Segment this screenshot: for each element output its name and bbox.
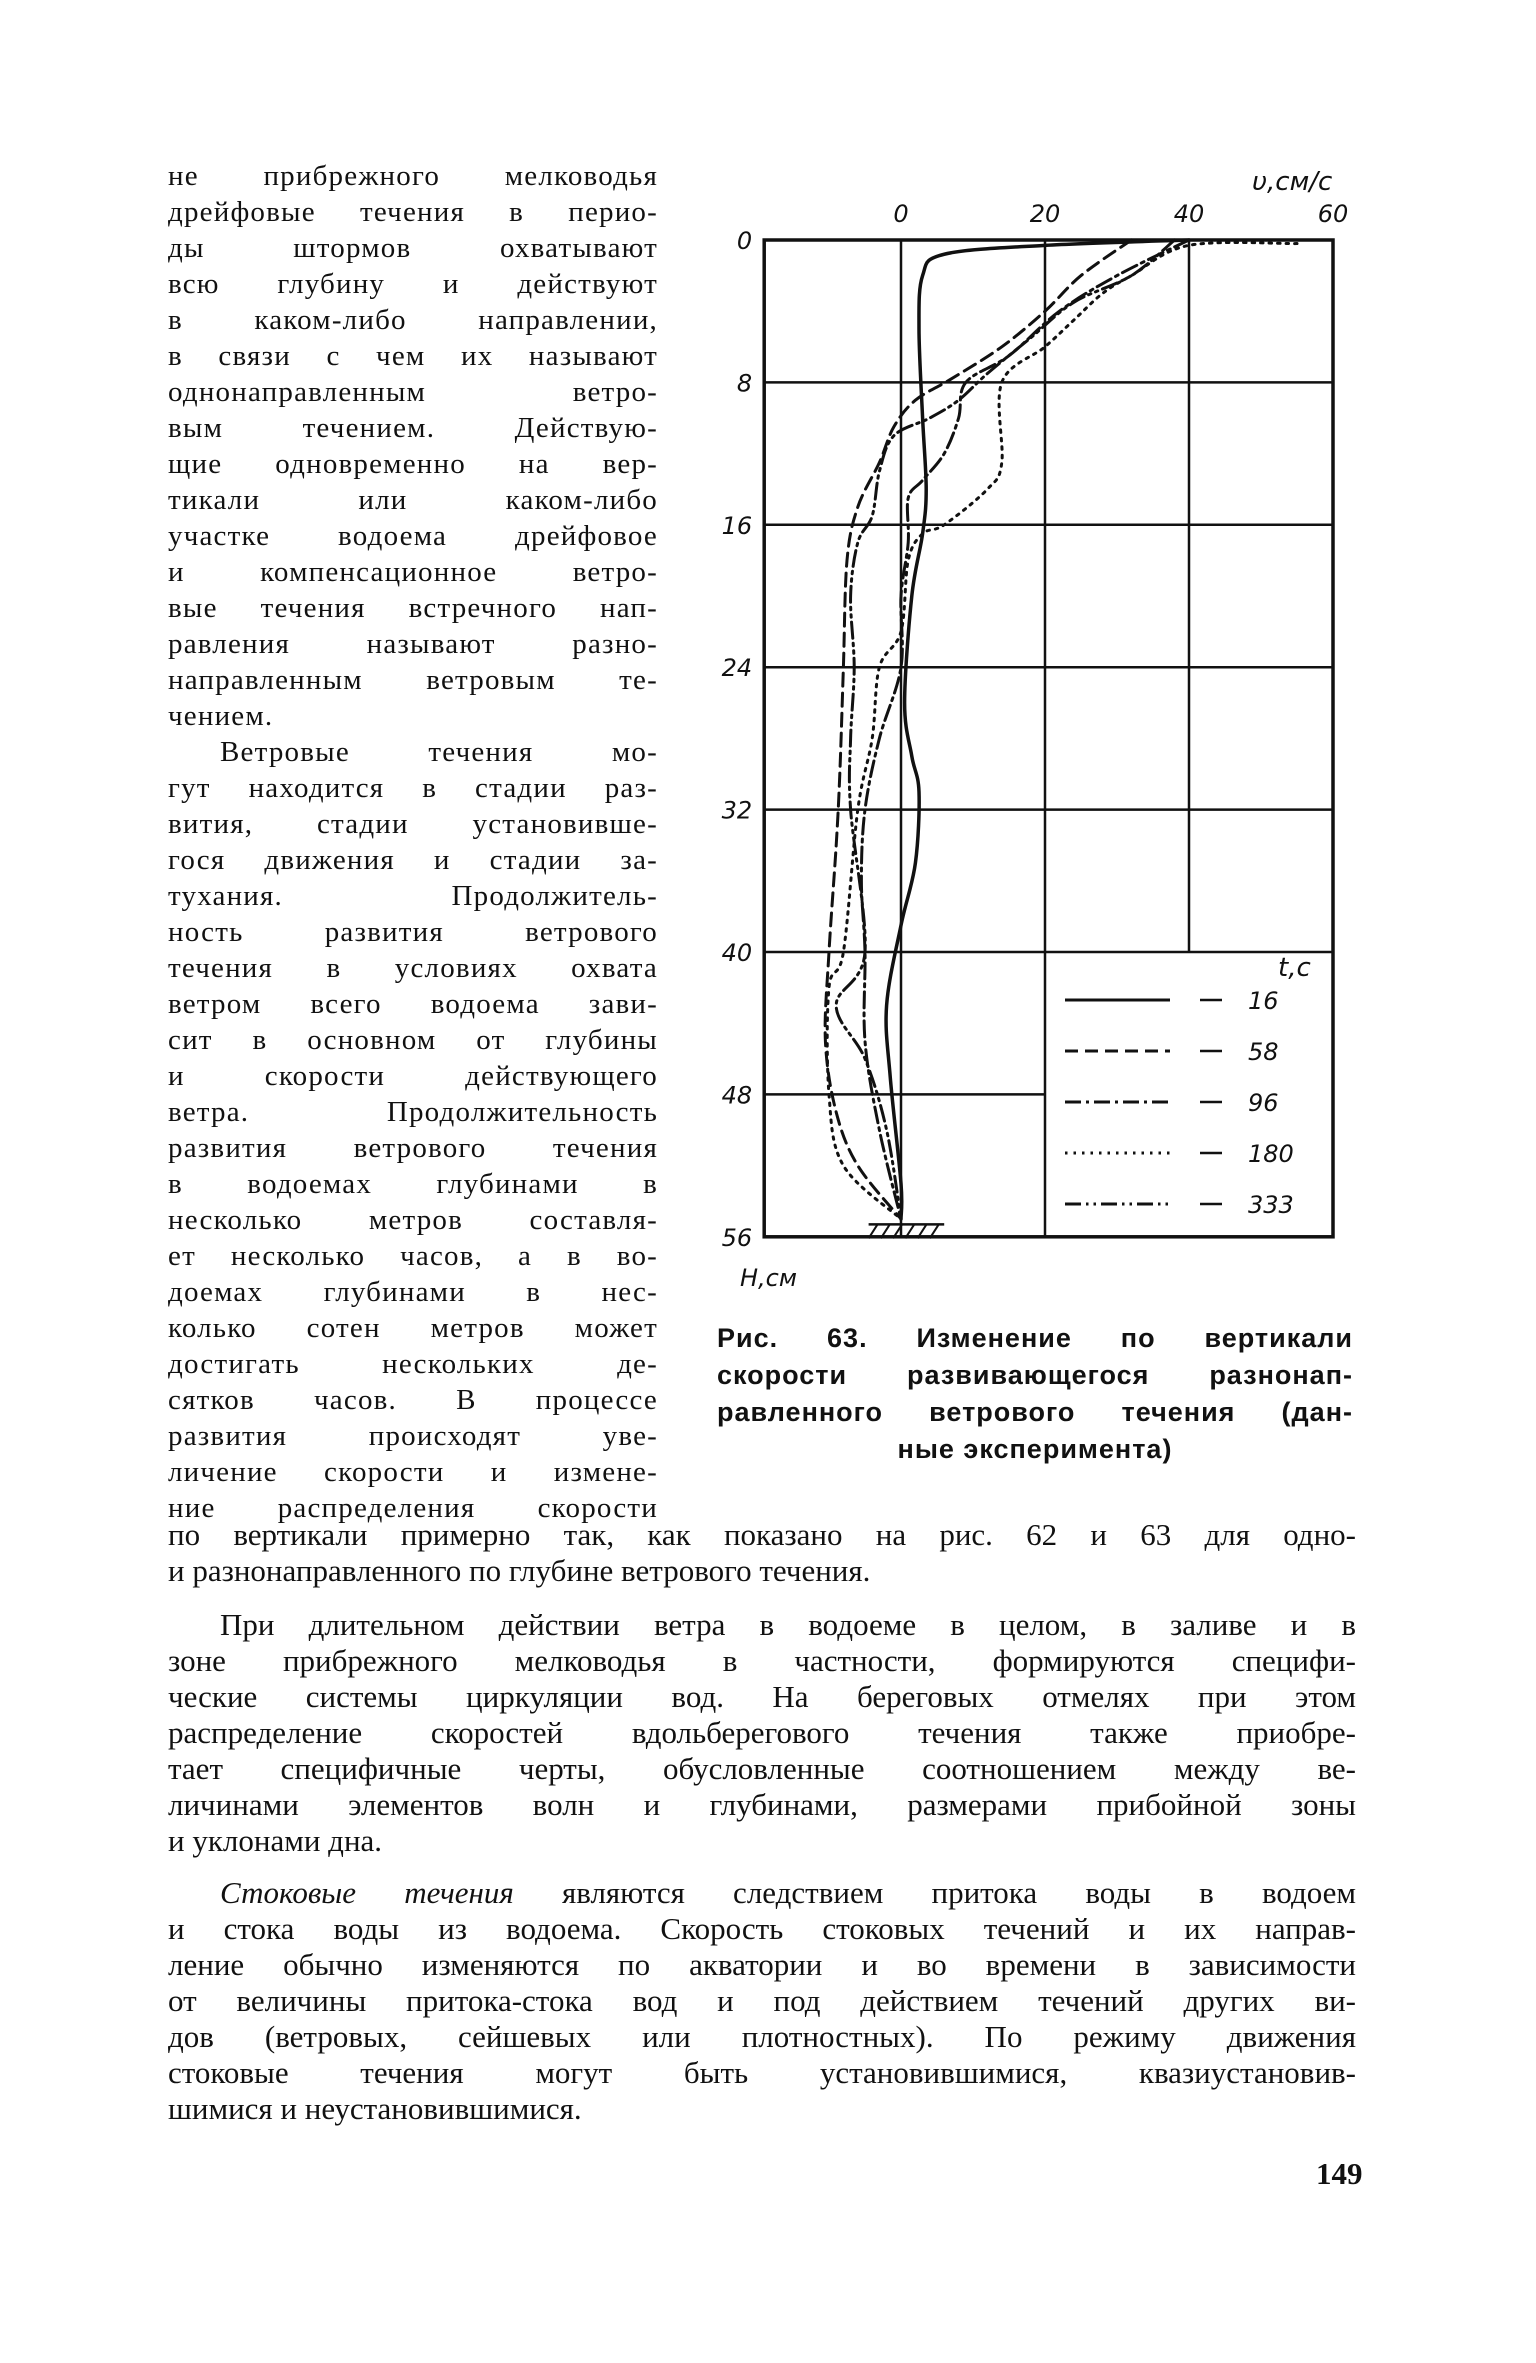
- text-line: ет несколько часов, а в во-: [168, 1240, 658, 1272]
- italic-term: Стоковые течения: [220, 1875, 514, 1910]
- legend-label: 333: [1248, 1191, 1294, 1219]
- legend-label: 180: [1248, 1140, 1294, 1168]
- series-line-16: [886, 240, 1189, 1219]
- text-line: и разнонаправленного по глубине ветрового течения.: [168, 1553, 871, 1588]
- text-line: шимися и неустановившимися.: [168, 2091, 582, 2126]
- text-line: и стока воды из водоема. Скорость стоковых течений и их направ-: [168, 1911, 1356, 1946]
- text-line: дрейфовые течения в перио-: [168, 196, 658, 228]
- page-number: 149: [1316, 2156, 1363, 2191]
- x-tick-label: 60: [1317, 200, 1349, 228]
- text-line: Рис. 63. Изменение по вертикали: [717, 1323, 1353, 1353]
- text-line: личение скорости и измене-: [168, 1456, 658, 1488]
- text-line: ность развития ветрового: [168, 916, 658, 948]
- text-line: и уклонами дна.: [168, 1823, 383, 1858]
- text-line: участке водоема дрейфовое: [168, 520, 658, 552]
- y-tick-label: 56: [721, 1223, 753, 1252]
- legend-label: 16: [1248, 987, 1279, 1015]
- text-line: от величины притока-стока вод и под действием течений других ви-: [168, 1983, 1356, 2018]
- text-line: тухания. Продолжитель-: [168, 880, 658, 912]
- text-line: ные эксперимента): [897, 1434, 1173, 1464]
- text-line: При длительном действии ветра в водоеме в целом, в заливе и в: [220, 1607, 1356, 1642]
- text-line: и скорости действующего: [168, 1060, 658, 1092]
- continuation-paragraph: [168, 1517, 1356, 1589]
- text-line: [168, 1875, 1356, 1911]
- series-line-180: [827, 242, 1297, 1219]
- left-text-column: [168, 158, 658, 1526]
- text-line: несколько метров составля-: [168, 1204, 658, 1236]
- text-line: тикали или каком-либо: [168, 484, 658, 516]
- text-line: чением.: [168, 700, 274, 732]
- legend-label: 58: [1248, 1038, 1279, 1066]
- text-line: течения в условиях охвата: [168, 952, 658, 984]
- text-line: зоне прибрежного мелководья в частности, формируются специфи-: [168, 1643, 1356, 1678]
- text-line: развития ветрового течения: [168, 1132, 658, 1164]
- x-tick-label: 0: [893, 200, 909, 228]
- text-line: ческие системы циркуляции вод. На береговых отмелях при этом: [168, 1679, 1356, 1714]
- text-line: достигать нескольких де-: [168, 1348, 658, 1380]
- text-line: вые течения встречного нап-: [168, 592, 658, 624]
- text-line: ление обычно изменяются по акватории и во времени в зависимости: [168, 1947, 1356, 1982]
- text-line: направленным ветровым те-: [168, 664, 658, 696]
- y-tick-label: 0: [736, 227, 753, 255]
- text-line: равления называют разно-: [168, 628, 658, 660]
- text-line: гося движения и стадии за-: [168, 844, 658, 876]
- series-line-333: [836, 240, 1174, 1219]
- text-line: личинами элементов волн и глубинами, размерами прибойной зоны: [168, 1787, 1356, 1822]
- series-line-96: [861, 240, 1189, 1219]
- text-line: доемах глубинами в нес-: [168, 1276, 658, 1308]
- paragraph-runoff-currents: [168, 1875, 1356, 2127]
- paragraph-circulation: [168, 1607, 1356, 1859]
- y-tick-label: 48: [721, 1081, 753, 1110]
- y-tick-label: 40: [721, 939, 753, 967]
- text-line: в водоемах глубинами в: [168, 1168, 658, 1200]
- text-line: и компенсационное ветро-: [168, 556, 658, 588]
- text-line: в связи с чем их называют: [168, 340, 658, 372]
- legend-title: t,c: [1278, 953, 1311, 983]
- text-line: щие одновременно на вер-: [168, 448, 658, 480]
- x-axis-label: υ,см/с: [1252, 167, 1333, 197]
- text-line: ды штормов охватывают: [168, 232, 658, 264]
- text-line: скорости развивающегося разнонап-: [717, 1360, 1353, 1390]
- y-tick-label: 32: [721, 796, 753, 825]
- text-line: ветра. Продолжительность: [168, 1096, 658, 1128]
- text-line: в каком-либо направлении,: [168, 304, 658, 336]
- text-line: вым течением. Действую-: [168, 412, 658, 444]
- text-line: однонаправленным ветро-: [168, 376, 658, 408]
- text-line: ветром всего водоема зави-: [168, 988, 658, 1020]
- text-line: не прибрежного мелководья: [168, 160, 658, 192]
- text-line: равленного ветрового течения (дан-: [717, 1397, 1353, 1427]
- text-line: всю глубину и действуют: [168, 268, 658, 300]
- text-line: ние распределения скорости: [168, 1492, 658, 1524]
- text-line-rest: являются следствием притока воды в водоем: [513, 1875, 1357, 1910]
- text-line: развития происходят уве-: [168, 1420, 658, 1452]
- legend-label: 96: [1248, 1089, 1279, 1117]
- text-line: распределение скоростей вдольберегового течения также приобре-: [168, 1715, 1356, 1750]
- text-line: гут находится в стадии раз-: [168, 772, 658, 804]
- text-line: Ветровые течения мо-: [220, 736, 658, 768]
- text-line: колько сотен метров может: [168, 1312, 658, 1344]
- figure-caption: [717, 1320, 1353, 1468]
- velocity-profile-chart: [700, 150, 1380, 1300]
- text-line: по вертикали примерно так, как показано на рис. 62 и 63 для одно-: [168, 1517, 1356, 1552]
- x-tick-label: 20: [1029, 200, 1061, 228]
- text-line: сит в основном от глубины: [168, 1024, 658, 1056]
- y-tick-label: 16: [721, 511, 753, 540]
- text-line: вития, стадии установивше-: [168, 808, 658, 840]
- y-tick-label: 24: [721, 654, 753, 683]
- y-axis-label: Н,см: [740, 1264, 797, 1292]
- text-line: стоковые течения могут быть установившимися, квазиустановив-: [168, 2055, 1356, 2090]
- text-line: дов (ветровых, сейшевых или плотностных). По режиму движения: [168, 2019, 1356, 2054]
- text-line: сятков часов. В процессе: [168, 1384, 658, 1416]
- x-tick-label: 40: [1173, 200, 1205, 228]
- y-tick-label: 8: [736, 369, 753, 398]
- text-line: тает специфичные черты, обусловленные соотношением между ве-: [168, 1751, 1356, 1786]
